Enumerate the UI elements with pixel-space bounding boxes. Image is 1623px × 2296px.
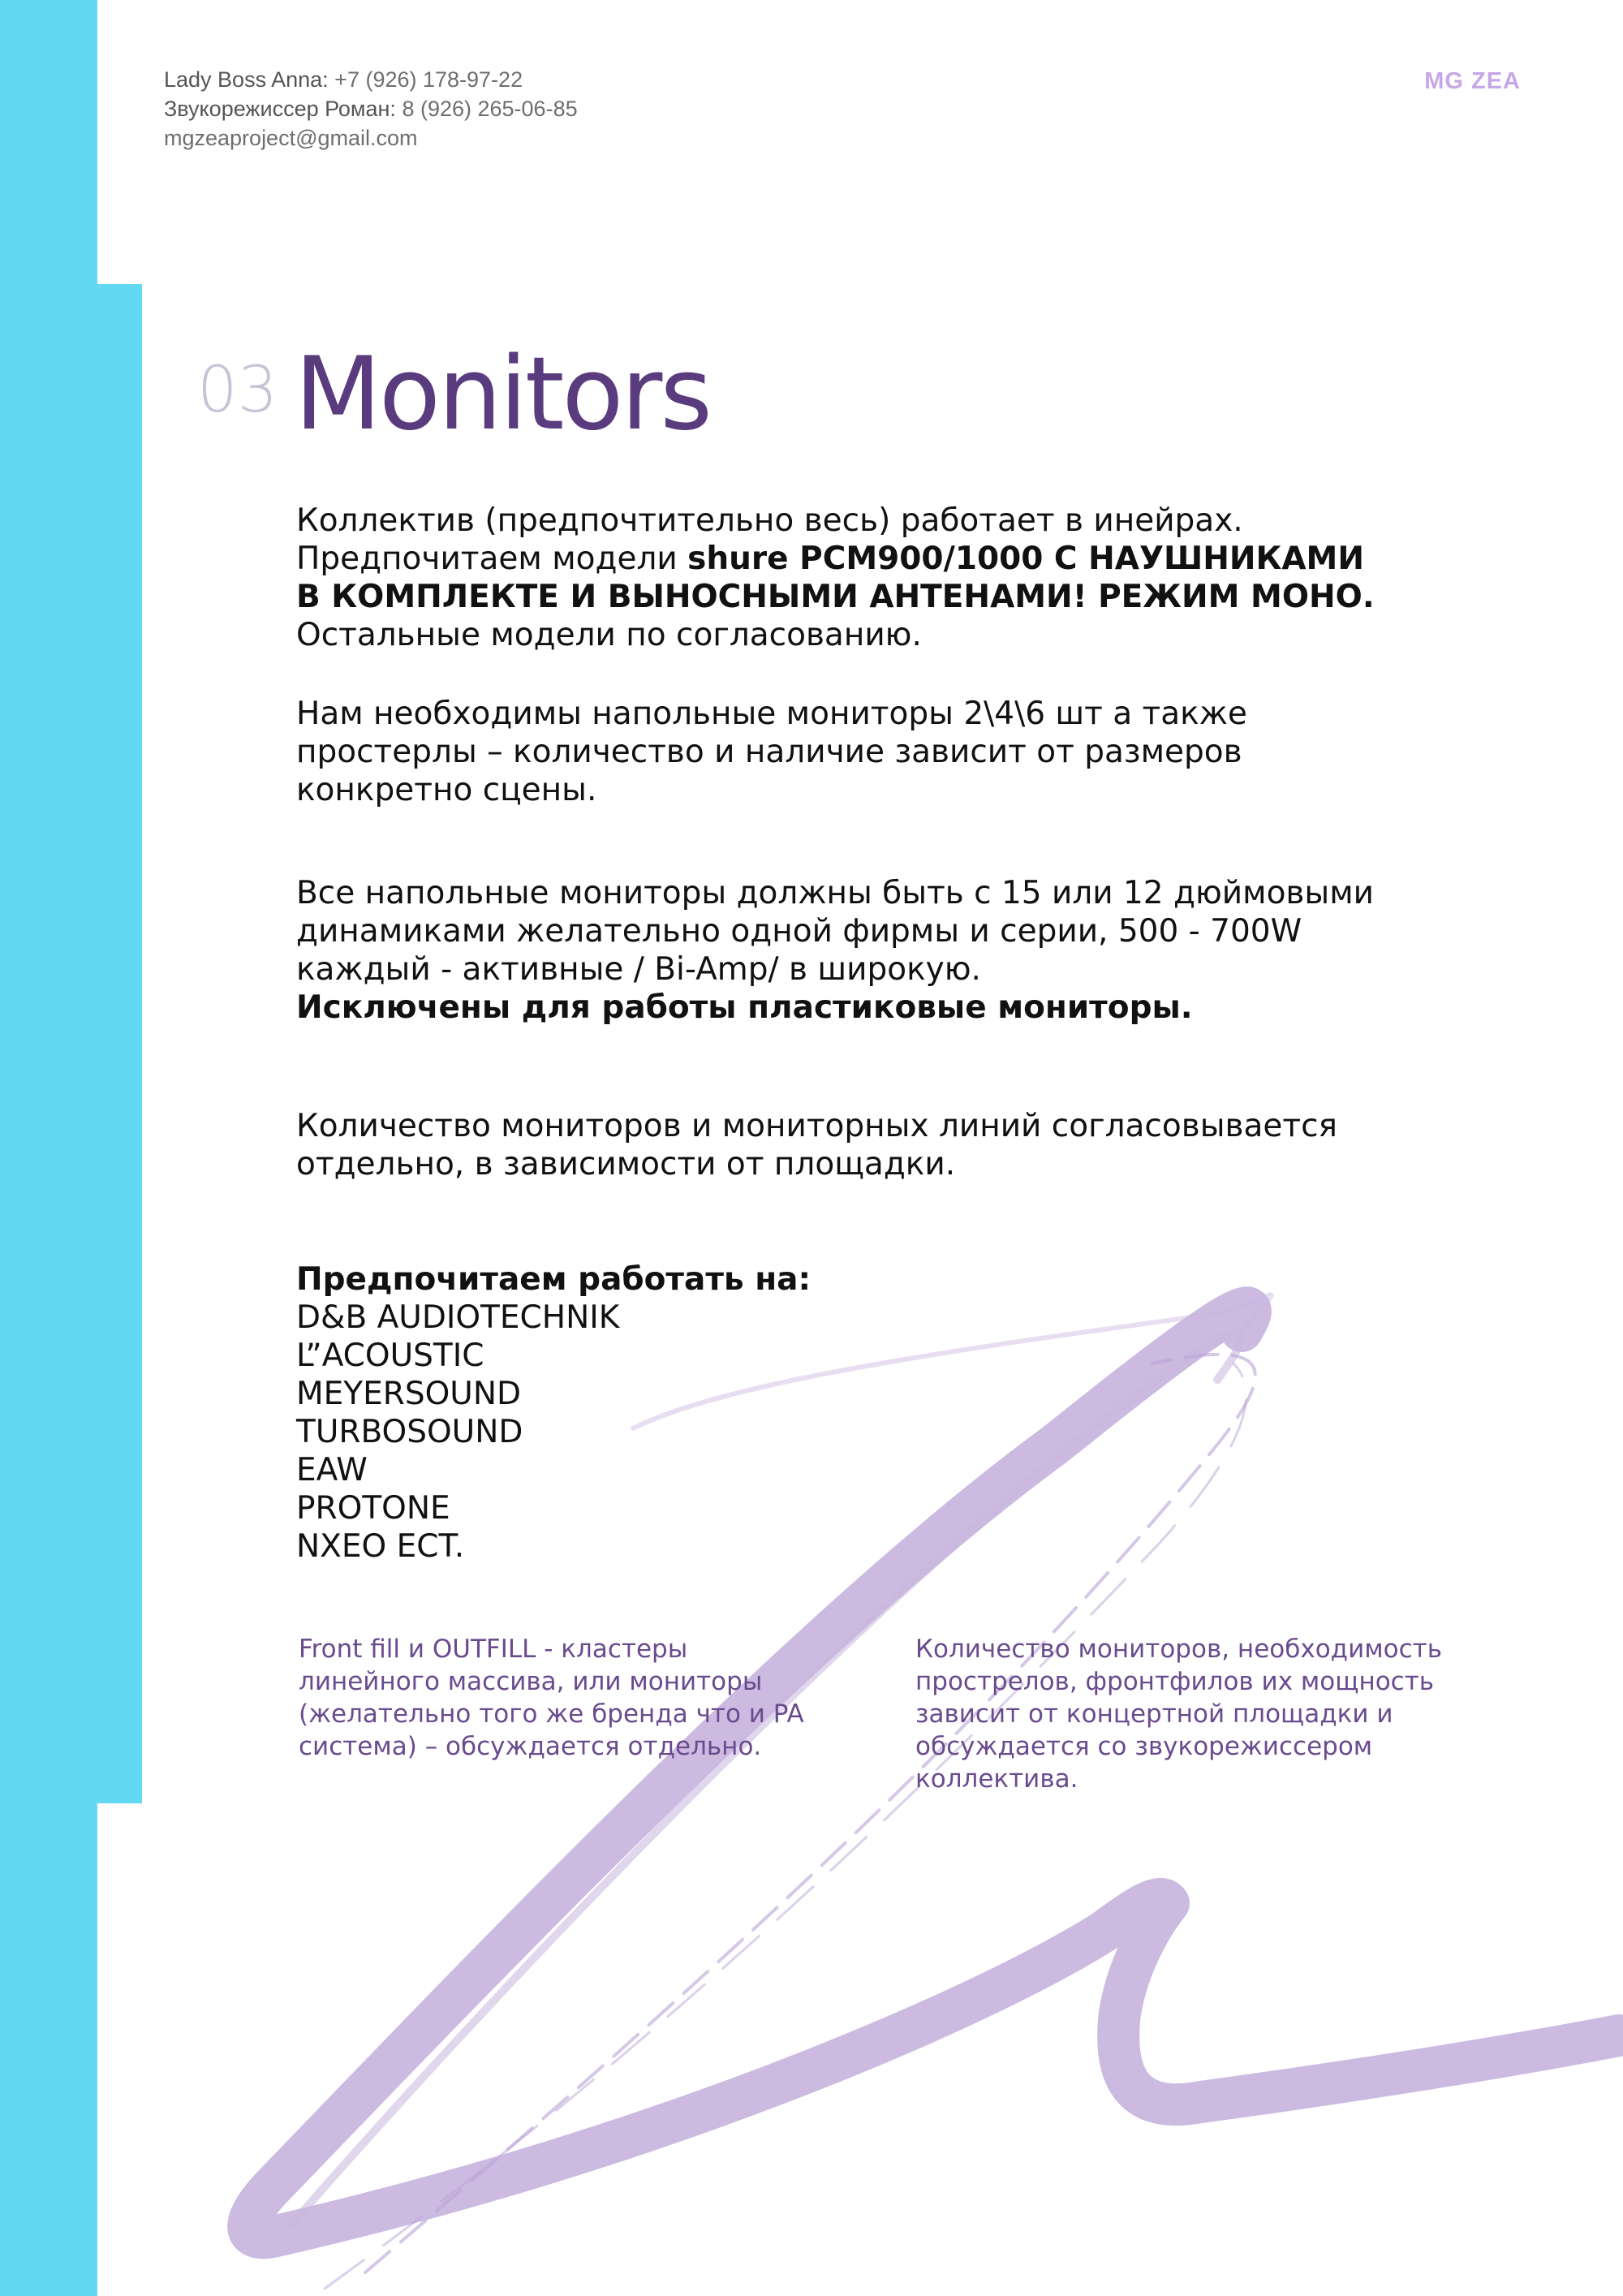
preferred-brands-block [296, 1260, 811, 1566]
brand-list [296, 1299, 811, 1566]
preferred-heading: Предпочитаем работать на: [296, 1261, 812, 1298]
text-line: Нам необходимы напольные мониторы 2\4\6 шт а также [296, 696, 1247, 732]
text-line-bold: В КОМПЛЕКТЕ И ВЫНОСНЫМИ АНТЕНАМИ! РЕЖИМ МОНО. [296, 579, 1375, 615]
brand-list-item: L”ACOUSTIC [296, 1338, 484, 1374]
paragraph-inear [296, 502, 1375, 654]
side-bar-top [0, 0, 97, 284]
brand-logo: MG ZEA [1424, 68, 1521, 94]
paragraph-monitor-count [296, 1107, 1337, 1183]
text-line: Все напольные мониторы должны быть с 15 или 12 дюймовыми [296, 875, 1374, 911]
side-bar-bottom [0, 1803, 97, 2296]
contact-line-anna [164, 65, 578, 94]
text-line-bold: Количество мониторов и мониторных линий согласовывается [296, 1108, 1338, 1144]
paragraph-monitor-specs [296, 874, 1374, 1027]
text-line [296, 540, 1375, 578]
brand-list-item: D&B AUDIOTECHNIK [296, 1299, 620, 1336]
text-line: простерлы – количество и наличие зависит от размеров [296, 734, 1242, 770]
contact-label: Звукорежиссер Роман: [164, 97, 396, 121]
text-run: Предпочитаем модели [296, 541, 688, 577]
contact-line-roman [164, 94, 578, 123]
phone-number[interactable]: +7 (926) 178-97-22 [334, 67, 523, 92]
side-bar-middle [0, 284, 142, 1803]
phone-number[interactable]: 8 (926) 265-06-85 [402, 97, 578, 121]
text-line: каждый - активные / Bi-Amp/ в широкую. [296, 951, 981, 988]
note-front-fill: Front fill и OUTFILL - кластеры линейного массива, или мониторы (желательно того же бренда что и PA система) – обсуждается отдельно. [299, 1635, 804, 1761]
contact-label: Lady Boss Anna: [164, 67, 329, 92]
contact-block [164, 65, 578, 153]
section-title: Monitors [295, 336, 710, 453]
section-number: 03 [197, 354, 278, 427]
note-monitor-quantity: Количество мониторов, необходимость прострелов, фронтфилов их мощность зависит от концертной площадки и обсуждается со звукорежиссером коллектива. [915, 1635, 1442, 1794]
brand-list-item: MEYERSOUND [296, 1376, 522, 1412]
paragraph-floor-monitors [296, 695, 1247, 809]
brand-list-item: NXEO ECT. [296, 1528, 465, 1565]
text-run-bold: shure PCM900/1000 С НАУШНИКАМИ [687, 541, 1364, 577]
email-link[interactable]: mgzeaproject@gmail.com [164, 126, 418, 150]
brand-list-item: TURBOSOUND [296, 1414, 523, 1450]
text-line: динамиками желательно одной фирмы и серии, 500 - 700W [296, 913, 1302, 950]
brand-list-item: PROTONE [296, 1490, 450, 1527]
text-line: Коллектив (предпочтительно весь) работает в инейрах. [296, 502, 1243, 539]
text-line-bold: Исключены для работы пластиковые мониторы. [296, 989, 1193, 1026]
text-line-bold: отдельно, в зависимости от площадки. [296, 1146, 956, 1182]
text-line: Остальные модели по согласованию. [296, 617, 922, 653]
text-line: конкретно сцены. [296, 772, 597, 808]
brand-list-item: EAW [296, 1452, 368, 1488]
